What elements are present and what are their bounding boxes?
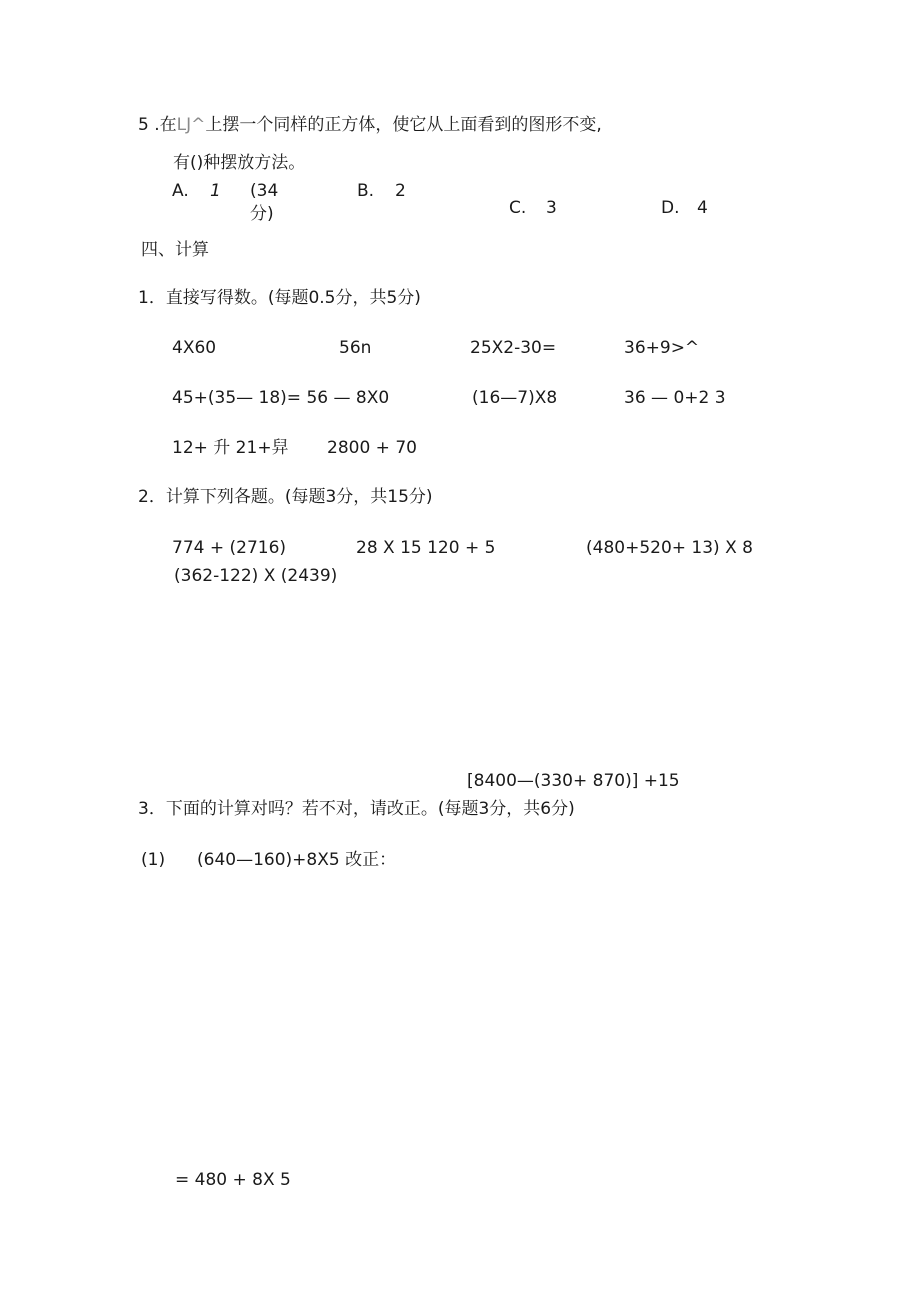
q5-option-c-value: 3 [546, 198, 557, 218]
q5-option-b-value: 2 [395, 181, 406, 201]
p1-r3-c1: 12+ 升 21+舁 [172, 438, 289, 458]
q5-option-a-note-2: 分) [250, 204, 274, 224]
p2-r1-c2: 28 X 15 120 + 5 [356, 538, 496, 558]
p3-item1-label: (1) [141, 850, 166, 870]
q5-option-a-letter: A. [172, 181, 189, 201]
p3-heading: 3．下面的计算对吗？若不对，请改正。(每题3分，共6分) [138, 799, 575, 819]
q5-prefix: 在 [159, 115, 177, 135]
p1-r1-c2: 56n [339, 338, 372, 358]
p1-r3-c2: 2800 + 70 [327, 438, 417, 458]
p2-r1-c3: (480+520+ 13) X 8 [586, 538, 753, 558]
p2-r1-c1: 774 + (2716) [172, 538, 287, 558]
q5-dot: . [154, 115, 160, 135]
q5-line1 [138, 117, 602, 134]
p1-r2-c1: 45+(35— 18)= 56 — 8X0 [172, 388, 390, 408]
q5-option-a-value: 1 [210, 181, 221, 201]
section-title: 四、计算 [141, 240, 209, 260]
q5-number: 5 [138, 115, 149, 135]
q5-option-a-note-1: (34 [250, 181, 279, 201]
q5-option-d-letter: D. [661, 198, 680, 218]
q5-option-b-letter: B. [357, 181, 375, 201]
q5-line2: 有()种摆放方法。 [173, 153, 306, 173]
p2-heading: 2．计算下列各题。(每题3分，共15分) [138, 487, 433, 507]
p3-step: = 480 + 8X 5 [175, 1170, 291, 1190]
p1-r2-c3: 36 — 0+2 3 [624, 388, 726, 408]
p1-heading: 1．直接写得数。(每题0.5分，共5分) [138, 288, 421, 308]
p1-r2-c2: (16—7)X8 [472, 388, 558, 408]
p3-item1-expr: (640—160)+8X5 改正： [197, 850, 397, 870]
q5-rest: 上摆一个同样的正方体，使它从上面看到的图形不变, [205, 115, 602, 135]
p2-extra: [8400—(330+ 870)] +15 [467, 771, 680, 791]
q5-option-c-letter: C. [509, 198, 527, 218]
p2-r2: (362-122) X (2439) [174, 566, 338, 586]
q5-garbled-figure: LJ^ [176, 115, 206, 135]
p1-r1-c3: 25X2-30= [470, 338, 557, 358]
q5-option-d-value: 4 [697, 198, 708, 218]
p1-r1-c4: 36+9>^ [624, 338, 700, 358]
p1-r1-c1: 4X60 [172, 338, 217, 358]
